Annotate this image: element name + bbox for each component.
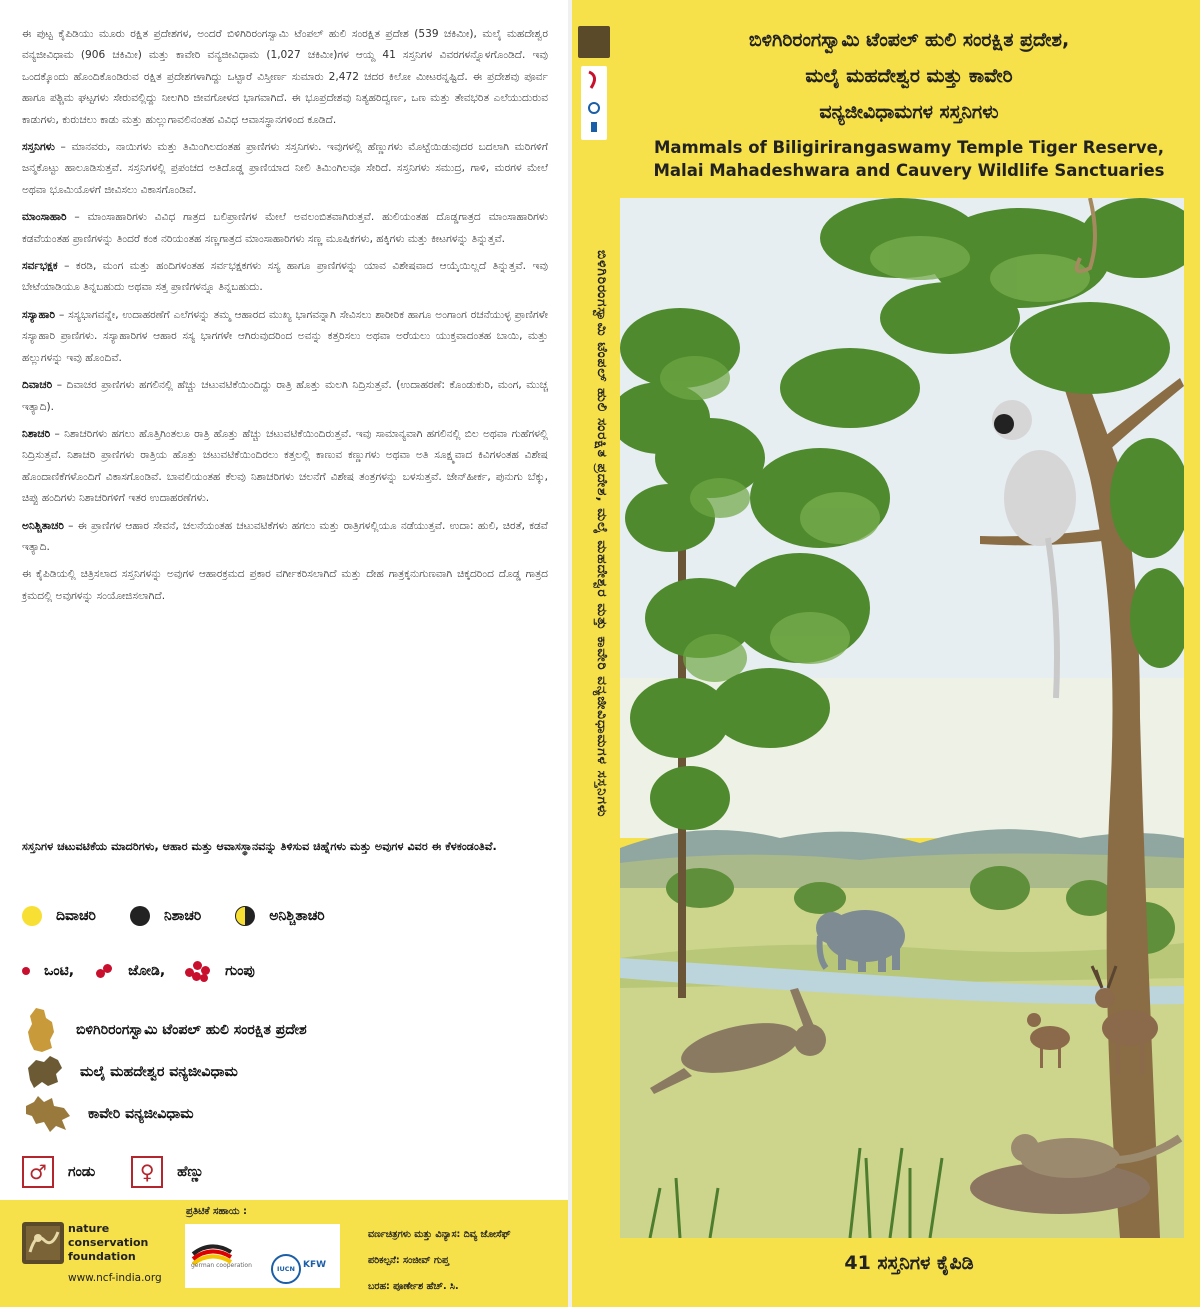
legend-label: ಜೋಡಿ,: [128, 963, 166, 979]
yellow-circle-icon: [22, 906, 42, 926]
definition-text: – ನಿಶಾಚರಿಗಳು ಹಗಲು ಹೊತ್ತಿಗಿಂತಲೂ ರಾತ್ರಿ ಹೊತ್ತು ಹೆಚ್ಚು ಚಟುವಟಿಕೆಯಿಂದಿರುತ್ತವೆ. ಇವು ಸಾಮಾನ್ಯವಾಗಿ ಹಗಲಿನಲ್ಲಿ ಬಿಲ ಅಥವಾ ಗುಹೆಗಳಲ್ಲಿ ನಿದ್ರಿಸುತ್ತವೆ. ನಿಶಾಚರಿ ಪ್ರಾಣಿಗಳು ರಾತ್ರಿಯ ಹೊತ್ತು ಚಟುವಟಿಕೆಯಿಂದಿರಲು ಕತ್ತಲಲ್ಲಿ ಕಾಣುವ ಕಣ್ಣುಗಳು ಅಥವಾ ಅತಿ ಸೂಕ್ಷ್ಮವಾದ ಕಿವಿಗಳಂತಹ ವಿಶೇಷ ಹೊಂದಾಣಿಕೆಗಳೊಂದಿಗೆ ವಿಕಾಸಗೊಂಡಿವೆ. ಬಾವಲಿಯಂತಹ ಕೆಲವು ನಿಶಾಚರಿಗಳು ಚಲನೆಗೆ ವಿಶೇಷ ತಂತ್ರಗಳನ್ನು ಬಳಸುತ್ತವೆ. ಜೇನ್‌ಹೀರ್ಕ, ಪುನುಗು ಬೆಕ್ಕು, ಚಿಪ್ಪು ಹಂದಿಗಳು ನಿಶಾಚರಿಗಳಿಗೆ ಇತರ ಉದಾಹರಣೆಗಳು.: [22, 427, 548, 505]
definition-text: – ಈ ಪ್ರಾಣಿಗಳ ಆಹಾರ ಸೇವನೆ, ಚಲನೆಯಂತಹ ಚಟುವಟಿಕೆಗಳು ಹಗಲು ಮತ್ತು ರಾತ್ರಿಗಳಲ್ಲಿಯೂ ನಡೆಯುತ್ತವೆ. ಉದಾ: ಹುಲಿ, ಚಿರತೆ, ಕಡವೆ ಇತ್ಯಾದಿ.: [22, 519, 548, 553]
english-title: [618, 136, 1200, 182]
definition-term: ಸಸ್ತನಿಗಳು: [22, 141, 55, 154]
kannada-title-line: ಮಲೈ ಮಹದೇಶ್ವರ ಮತ್ತು ಕಾವೇರಿ: [805, 65, 1013, 87]
legend-item-single: [22, 963, 74, 979]
definition-paragraph: [22, 256, 548, 299]
definition-text: – ಮಾಂಸಾಹಾರಿಗಳು ವಿವಿಧ ಗಾತ್ರದ ಬಲಿಪ್ರಾಣಿಗಳ ಮೇಲೆ ಅವಲಂಬಿತವಾಗಿರುತ್ತವೆ. ಹುಲಿಯಂತಹ ದೊಡ್ಡಗಾತ್ರದ ಮಾಂಸಾಹಾರಿಗಳು ಕಡವೆಯಂತಹ ಪ್ರಾಣಿಗಳನ್ನು ತಿಂದರೆ ಕಂಕ ನರಿಯಂತಹ ಸಣ್ಣಗಾತ್ರದ ಮಾಂಸಾಹಾರಿಗಳು ಸಣ್ಣ ಮೂಷಿಕಗಳು, ಹಕ್ಕಿಗಳು ಮತ್ತು ಕೀಟಗಳನ್ನು ತಿನ್ನುತ್ತವೆ.: [22, 211, 549, 245]
org-name-line: foundation: [68, 1250, 136, 1263]
legend-label: ಕಾವೇರಿ ವನ್ಯಜೀವಿಧಾಮ: [88, 1106, 194, 1122]
org-name: [68, 1222, 148, 1264]
definition-paragraph: [22, 424, 548, 510]
kannada-title: [618, 22, 1200, 130]
half-circle-icon: [235, 906, 255, 926]
legend-item-nocturnal: [130, 906, 201, 926]
sex-legend: [22, 1156, 238, 1188]
group-legend: [22, 960, 289, 982]
kannada-title-line: ಬಿಳಿಗಿರಿರಂಗಸ್ವಾಮಿ ಟೆಂಪಲ್ ಹುಲಿ ಸಂರಕ್ಷಿತ ಪ್ರದೇಶ,: [748, 29, 1070, 51]
definition-paragraph: [22, 305, 548, 369]
series-mark-icon: [581, 66, 607, 140]
legend-label: ನಿಶಾಚರಿ: [163, 908, 202, 924]
support-label: ಪ್ರತಿಟಿಕೆ ಸಹಾಯ :: [186, 1206, 248, 1217]
legend-item-female: [131, 1156, 204, 1188]
definition-term: ದಿವಾಚರಿ: [22, 379, 53, 392]
black-circle-icon: [130, 906, 150, 926]
mm-map-icon: [24, 1054, 64, 1090]
description-text: [22, 24, 548, 613]
legend-label: ಗಂಡು: [68, 1164, 96, 1180]
spine-title: ಬಿಳಿಗಿರಿರಂಗಸ್ವಾಮಿ ಟೆಂಪಲ್ ಹುಲಿ ಸಂರಕ್ಷಿತ ಪ್ರದೇಶ, ಮಲೈ ಮಹದೇಶ್ವರ ಮತ್ತು ಕಾವೇರಿ ವನ್ಯಜೀವಿಧಾಮಗಳ ಸಸ್ತನಿಗಳು: [594, 250, 610, 818]
female-symbol-icon: ♀: [131, 1156, 163, 1188]
definition-text: – ಮಾನವರು, ನಾಯಿಗಳು ಮತ್ತು ತಿಮಿಂಗಿಲದಂತಹ ಪ್ರಾಣಿಗಳು ಸಸ್ತನಿಗಳು. ಇವುಗಳಲ್ಲಿ ಹೆಣ್ಣುಗಳು ಮೊಟ್ಟೆಯಿಡುವುದರ ಬದಲಾಗಿ ಮರಿಗಳಿಗೆ ಜನ್ಮಕೊಟ್ಟು ಹಾಲೂಡಿಸುತ್ತವೆ. ಸಸ್ತನಿಗಳಲ್ಲಿ ಪ್ರಪಂಚದ ಅತಿದೊಡ್ಡ ಪ್ರಾಣಿಯಾದ ನೀಲಿ ತಿಮಿಂಗಿಲವೂ ಸೇರಿದೆ. ಸಸ್ತನಿಗಳು ಸಮುದ್ರ, ಗಾಳಿ, ಮರಗಳ ಮೇಲೆ ಅಥವಾ ಭೂಮಿಯೊಳಗೆ ಜೀವಿಸಲು ವಿಕಾಸಗೊಂಡಿವೆ.: [22, 141, 548, 196]
org-name-line: conservation: [68, 1236, 149, 1249]
credit-line: ಬರಹ: ಪೂರ್ಣೇಶ ಹೆಚ್. ಸಿ.: [368, 1281, 459, 1292]
definition-paragraph: [22, 564, 548, 607]
legend-intro: ಸಸ್ತನಿಗಳ ಚಟುವಟಿಕೆಯ ಮಾದರಿಗಳು, ಆಹಾರ ಮತ್ತು ಆವಾಸಸ್ಥಾನವನ್ನು ತಿಳಿಸುವ ಚಿಹ್ನೆಗಳು ಮತ್ತು ಅವುಗಳ ವಿವರ ಈ ಕೆಳಕಂಡಂತಿವೆ.: [22, 840, 497, 853]
english-title-line: Mammals of Biligirirangaswamy Temple Tiger Reserve,: [653, 138, 1165, 157]
intro-paragraph: ಈ ಪುಟ್ಟ ಕೈಪಿಡಿಯು ಮೂರು ರಕ್ಷಿತ ಪ್ರದೇಶಗಳ, ಅಂದರೆ ಬಿಳಿಗಿರಿರಂಗಸ್ವಾಮಿ ಟೆಂಪಲ್ ಹುಲಿ ಸಂರಕ್ಷಿತ ಪ್ರದೇಶ (539 ಚಕಿಮೀ), ಮಲೈ ಮಹದೇಶ್ವರ ವನ್ಯಜೀವಿಧಾಮ (906 ಚಕಿಮೀ) ಮತ್ತು ಕಾವೇರಿ ವನ್ಯಜೀವಿಧಾಮ (1,027 ಚಕಿಮೀ)ಗಳ ಆಯ್ದ 41 ಸಸ್ತನಿಗಳ ವಿವರಗಳನ್ನೊಳಗೊಂಡಿದೆ. ಇವು ಒಂದಕ್ಕೊಂದು ಹೊಂದಿಕೊಂಡಿರುವ ರಕ್ಷಿತ ಪ್ರದೇಶಗಳಾಗಿದ್ದು ಒಟ್ಟಾರೆ ವಿಸ್ತೀರ್ಣ ಸುಮಾರು 2,472 ಚದರ ಕಿಲೋ ಮೀಟರನ್ನಷ್ಟಿದೆ. ಈ ಪ್ರದೇಶವು ಪೂರ್ವ ಹಾಗೂ ಪಶ್ಚಿಮ ಘಟ್ಟಗಳು ಸೇರುವಲ್ಲಿದ್ದು ನೀಲಗಿರಿ ಜೀವಗೋಳದ ಭಾಗವಾಗಿದೆ. ಈ ಭೂಪ್ರದೇಶವು ನಿತ್ಯಹರಿದ್ವರ್ಣ, ಒಣ ಮತ್ತು ತೇವಭರಿತ ಎಲೆಯುದುರುವ ಕಾಡುಗಳು, ಕುರುಚಲು ಕಾಡು ಮತ್ತು ಹುಲ್ಲುಗಾವಲಿನಂತಹ ವಿವಿಧ ಆವಾಸಸ್ಥಾನಗಳಿಂದ ಕೂಡಿದೆ.: [22, 28, 548, 126]
legend-item-pair: [94, 963, 165, 979]
ncf-logo-icon: [22, 1222, 64, 1264]
area-legend-item-cauvery: [24, 1094, 194, 1134]
cauvery-map-icon: [24, 1094, 72, 1134]
german-cooperation-logo: [191, 1236, 255, 1276]
credits: [368, 1222, 511, 1300]
german-cooperation-text: german cooperation: [191, 1262, 252, 1269]
definition-term: ನಿಶಾಚರಿ: [22, 427, 51, 440]
org-name-line: nature: [68, 1222, 110, 1235]
definition-term: ಸರ್ವಭಕ್ಷಕ: [22, 260, 58, 273]
sponsor-logos: [185, 1224, 340, 1288]
definition-paragraph: [22, 207, 548, 250]
single-dot-icon: [22, 963, 30, 979]
definition-term: ಸಸ್ಯಾಹಾರಿ: [22, 308, 56, 321]
legend-label: ಮಲೈ ಮಹದೇಶ್ವರ ವನ್ಯಜೀವಿಧಾಮ: [80, 1064, 238, 1080]
spine: [572, 0, 618, 1307]
back-panel: [0, 0, 568, 1307]
credit-line: ಪರಿಕಲ್ಪನೆ: ಸಂಜೀವ್ ಗುಪ್ತ: [368, 1255, 449, 1266]
definition-paragraph: [22, 137, 548, 201]
definition-term: ಅನಿಶ್ಚಿತಾಚರಿ: [22, 519, 64, 532]
legend-label: ಹೆಣ್ಣು: [177, 1164, 204, 1180]
legend-item-diurnal: [22, 906, 96, 926]
pair-dots-icon: [94, 963, 114, 979]
male-symbol-icon: ♂: [22, 1156, 54, 1188]
definition-text: – ಸಸ್ಯಭಾಗವನ್ನೇ, ಉದಾಹರಣೆಗೆ ಎಲೆಗಳನ್ನು ತಮ್ಮ ಆಹಾರದ ಮುಖ್ಯ ಭಾಗವನ್ನಾಗಿ ಸೇವಿಸಲು ಶಾರೀರಿಕ ಹಾಗೂ ಅಂಗಾಂಗ ರಚನೆಯುಳ್ಳ ಪ್ರಾಣಿಗಳೇ ಸಸ್ಯಾಹಾರಿ ಪ್ರಾಣಿಗಳು. ಸಸ್ಯಾಹಾರಿಗಳ ಆಹಾರ ಸಸ್ಯ ಭಾಗಗಳೇ ಆಗಿರುವುದರಿಂದ ಅವನ್ನು ಕತ್ತರಿಸಲು ಅಥವಾ ಅರೆಯಲು ಯುಕ್ತವಾದಂತಹ ಬಾಯಿ, ಮತ್ತು ಹಲ್ಲುಗಳನ್ನು ಇವು ಹೊಂದಿವೆ.: [22, 308, 548, 364]
group-dots-icon: [185, 960, 211, 982]
front-cover: [618, 0, 1200, 1307]
ncf-spine-logo-icon: [578, 26, 610, 58]
kfw-logo: KFW: [303, 1260, 327, 1270]
legend-label: ಬಿಳಿಗಿರಿರಂಗಸ್ವಾಮಿ ಟೆಂಪಲ್ ಹುಲಿ ಸಂರಕ್ಷಿತ ಪ್ರದೇಶ: [76, 1022, 307, 1038]
watercolor-illustration: [620, 198, 1184, 1238]
legend-item-cathemeral: [235, 906, 324, 926]
legend-label: ಗುಂಪು: [225, 963, 255, 979]
definition-paragraph: [22, 375, 548, 418]
definition-paragraph: [22, 516, 548, 559]
org-url[interactable]: www.ncf-india.org: [68, 1272, 162, 1284]
activity-legend: [22, 906, 359, 926]
definition-text: ಈ ಕೈಪಿಡಿಯಲ್ಲಿ ಚಿತ್ರಿಸಲಾದ ಸಸ್ತನಿಗಳನ್ನು ಅವುಗಳ ಆಹಾರಕ್ರಮದ ಪ್ರಕಾರ ವರ್ಗೀಕರಿಸಲಾಗಿದೆ ಮತ್ತು ದೇಹ ಗಾತ್ರಕ್ಕನುಗುಣವಾಗಿ ಚಿಕ್ಕದರಿಂದ ದೊಡ್ಡ ಗಾತ್ರದ ಕ್ರಮದಲ್ಲಿ ಅವುಗಳನ್ನು ಸಂಯೋಜಿಸಲಾಗಿದೆ.: [22, 568, 548, 602]
legend-item-male: [22, 1156, 95, 1188]
definition-term: ಮಾಂಸಾಹಾರಿ: [22, 211, 67, 224]
legend-label: ದಿವಾಚರಿ: [56, 908, 96, 924]
cover-subtitle: 41 ಸಸ್ತನಿಗಳ ಕೈಪಿಡಿ: [844, 1252, 974, 1274]
kannada-title-line: ವನ್ಯಜೀವಿಧಾಮಗಳ ಸಸ್ತನಿಗಳು: [819, 101, 999, 123]
area-legend-item-brt: [24, 1006, 307, 1054]
legend-item-group: [185, 960, 255, 982]
legend-label: ಅನಿಶ್ಚಿತಾಚರಿ: [269, 908, 325, 924]
iucn-logo: IUCN: [271, 1254, 301, 1284]
credit-line: ವರ್ಣಚಿತ್ರಗಳು ಮತ್ತು ವಿನ್ಯಾಸ: ದಿವ್ಯ ಜೋಸೆಫ್: [368, 1229, 511, 1240]
english-title-line: Malai Mahadeshwara and Cauvery Wildlife Sanctuaries: [653, 161, 1165, 180]
definition-text: – ಕರಡಿ, ಮಂಗ ಮತ್ತು ಹಂದಿಗಳಂತಹ ಸರ್ವಭಕ್ಷಕಗಳು ಸಸ್ಯ ಹಾಗೂ ಪ್ರಾಣಿಗಳನ್ನು ಯಾವ ವಿಶೇಷವಾದ ಆಯ್ಕೆಯಿಲ್ಲದೆ ತಿನ್ನುತ್ತವೆ. ಇವು ಬೇಟೆಯಾಡಿಯೂ ತಿನ್ನಬಹುದು ಅಥವಾ ಸತ್ತ ಪ್ರಾಣಿಗಳನ್ನೂ ತಿನ್ನಬಹುದು.: [22, 260, 548, 294]
legend-label: ಒಂಟಿ,: [44, 963, 75, 979]
footer-bar: [0, 1200, 568, 1307]
area-legend-item-mm: [24, 1054, 238, 1090]
definition-text: – ದಿವಾಚರ ಪ್ರಾಣಿಗಳು ಹಗಲಿನಲ್ಲಿ ಹೆಚ್ಚು ಚಟುವಟಿಕೆಯಿಂದಿದ್ದು ರಾತ್ರಿ ಹೊತ್ತು ಮಲಗಿ ನಿದ್ರಿಸುತ್ತವೆ. (ಉದಾಹರಣೆ: ಕೊಂಡುಕುರಿ, ಮಂಗ, ಮುಚ್ಚ ಇತ್ಯಾದಿ).: [22, 379, 548, 413]
brt-map-icon: [24, 1006, 60, 1054]
